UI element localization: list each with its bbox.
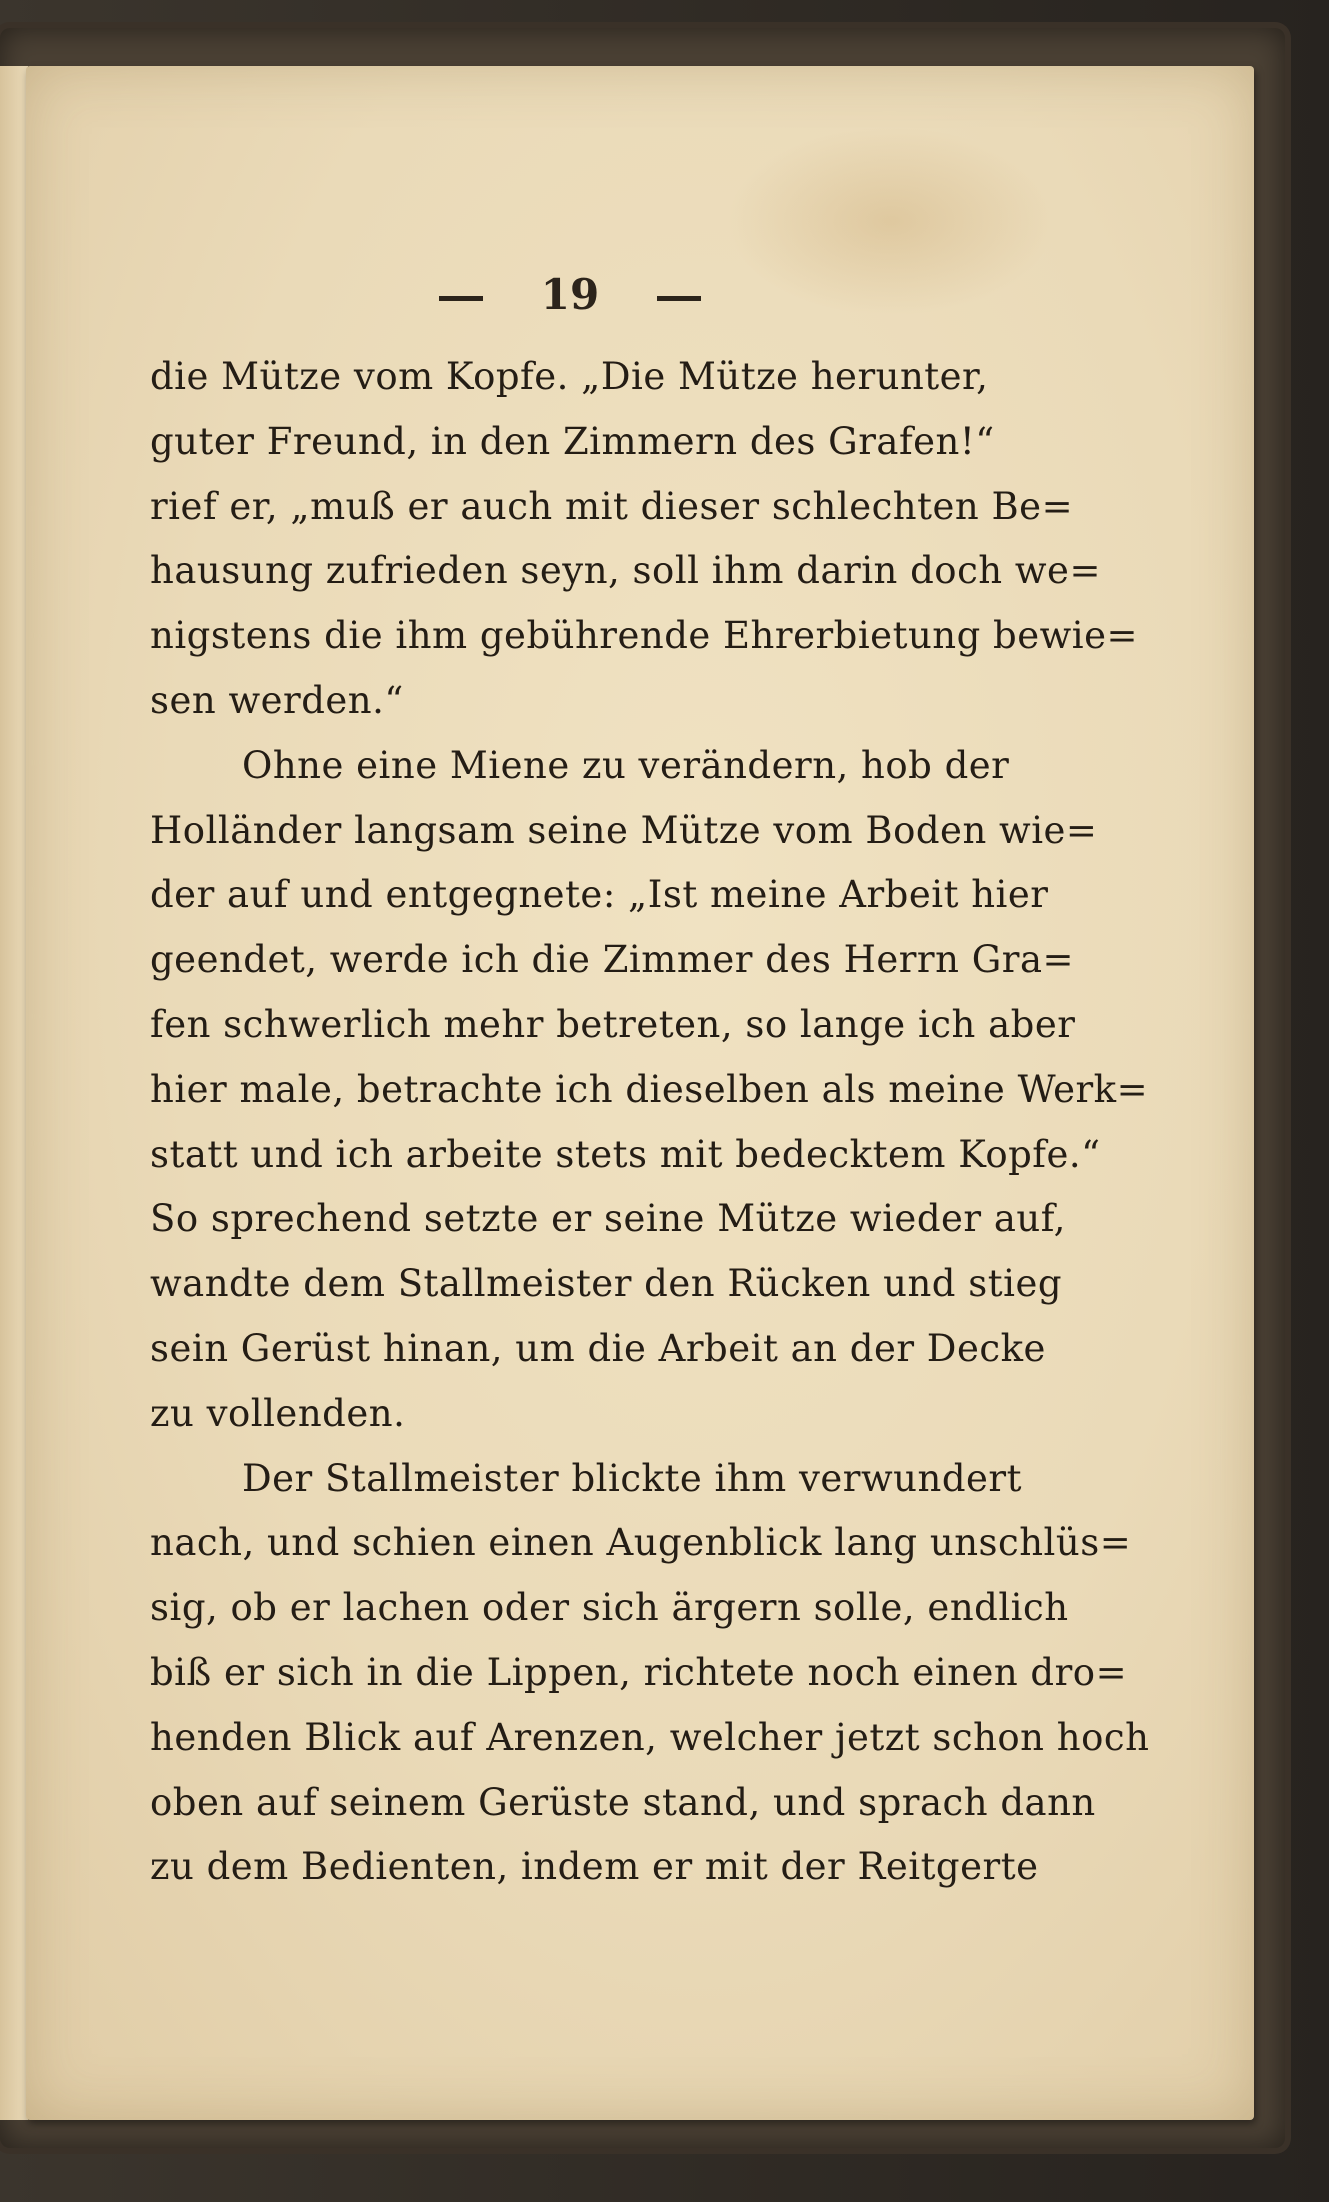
- text-line: geendet, werde ich die Zimmer des Herrn Gra=: [150, 938, 1075, 982]
- text-line: Holländer langsam seine Mütze vom Boden wie=: [150, 808, 1098, 852]
- text-line: fen schwerlich mehr betreten, so lange ich aber: [150, 1002, 1076, 1046]
- text-line: der auf und entgegnete: „Ist meine Arbeit hier: [150, 873, 1049, 917]
- text-line: sig, ob er lachen oder sich ärgern solle, endlich: [150, 1586, 1069, 1630]
- previous-page-edge: [0, 66, 28, 2120]
- text-line: hier male, betrachte ich dieselben als meine Werk=: [150, 1067, 1149, 1111]
- text-line: nigstens die ihm gebührende Ehrerbietung bewie=: [150, 614, 1139, 658]
- page-number-value: 19: [540, 270, 600, 319]
- text-line: zu dem Bedienten, indem er mit der Reitgerte: [150, 1845, 1039, 1889]
- text-line: guter Freund, in den Zimmern des Grafen!“: [150, 419, 995, 463]
- folio-dash-left: [439, 296, 483, 301]
- text-line: henden Blick auf Arenzen, welcher jetzt schon hoch: [150, 1715, 1150, 1759]
- text-line: statt und ich arbeite stets mit bedecktem Kopfe.“: [150, 1132, 1101, 1176]
- folio-dash-right: [657, 296, 701, 301]
- text-line: zu vollenden.: [150, 1391, 406, 1435]
- text-line: Der Stallmeister blickte ihm verwundert: [242, 1456, 1022, 1500]
- text-line: hausung zufrieden seyn, soll ihm darin doch we=: [150, 549, 1101, 593]
- text-line: biß er sich in die Lippen, richtete noch einen dro=: [150, 1650, 1128, 1694]
- text-line: oben auf seinem Gerüste stand, und sprach dann: [150, 1780, 1096, 1824]
- text-line: die Mütze vom Kopfe. „Die Mütze herunter,: [150, 355, 989, 398]
- text-line: Ohne eine Miene zu verändern, hob der: [242, 743, 1010, 787]
- text-line: sen werden.“: [150, 678, 404, 722]
- text-line: sein Gerüst hinan, um die Arbeit an der Decke: [150, 1326, 1046, 1370]
- text-line: rief er, „muß er auch mit dieser schlechten Be=: [150, 484, 1074, 528]
- text-line: wandte dem Stallmeister den Rücken und stieg: [150, 1262, 1063, 1306]
- body-text: [150, 345, 1150, 1900]
- text-line: nach, und schien einen Augenblick lang unschlüs=: [150, 1521, 1132, 1565]
- page-number: [0, 270, 1140, 319]
- text-line: So sprechend setzte er seine Mütze wieder auf,: [150, 1197, 1066, 1241]
